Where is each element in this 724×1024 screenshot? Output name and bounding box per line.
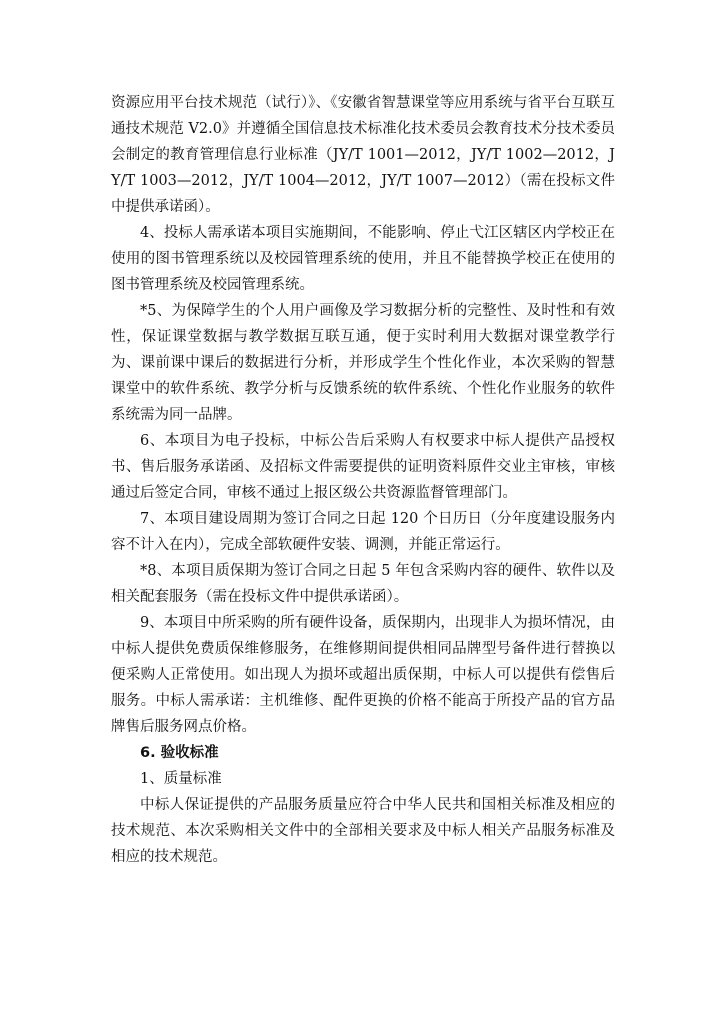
- document-body: [111, 90, 615, 870]
- section-heading-acceptance-standards: 6. 验收标准: [140, 745, 219, 761]
- paragraph-item-6: 6、本项目为电子投标，中标公告后采购人有权要求中标人提供产品授权书、售后服务承诺函、及招标文件需要提供的证明资料原件交业主审核，审核通过后签定合同，审核不通过上报区级公共资源监督管理部门。: [111, 433, 615, 501]
- subheading-quality-standards: 1、质量标准: [140, 771, 222, 787]
- paragraph-item-9: 9、本项目中所采购的所有硬件设备，质保期内，出现非人为损坏情况，由中标人提供免费质保维修服务，在维修期间提供相同品牌型号备件进行替换以便采购人正常使用。如出现人为损坏或超出质保期，中标人可以提供有偿售后服务。中标人需承诺：主机维修、配件更换的价格不能高于所投产品的官方品牌售后服务网点价格。: [111, 615, 615, 735]
- paragraph-item-5: *5、为保障学生的个人用户画像及学习数据分析的完整性、及时性和有效性，保证课堂数据与教学数据互联互通，便于实时利用大数据对课堂教学行为、课前课中课后的数据进行分析，并形成学生个性化作业，本次采购的智慧课堂中的软件系统、教学分析与反馈系统的软件系统、个性化作业服务的软件系统需为同一品牌。: [111, 303, 615, 423]
- paragraph-standards-continuation: 资源应用平台技术规范（试行）》、《安徽省智慧课堂等应用系统与省平台互联互通技术规范 V2.0》并遵循全国信息技术标准化技术委员会教育技术分技术委员会制定的教育管理信息行业标准（JY/T 1001—2012，JY/T 1002—2012，JY/T 1003—2012，JY/T 1004—2012，JY/T 1007—2012）（需在投标文件中提供承诺函）。: [111, 95, 615, 215]
- paragraph-item-7: 7、本项目建设周期为签订合同之日起 120 个日历日（分年度建设服务内容不计入在内），完成全部软硬件安装、调测，并能正常运行。: [111, 511, 615, 553]
- paragraph-item-8: *8、本项目质保期为签订合同之日起 5 年包含采购内容的硬件、软件以及相关配套服务（需在投标文件中提供承诺函）。: [111, 563, 615, 605]
- paragraph-quality-requirements: 中标人保证提供的产品服务质量应符合中华人民共和国相关标准及相应的技术规范、本次采购相关文件中的全部相关要求及中标人相关产品服务标准及相应的技术规范。: [111, 797, 615, 865]
- paragraph-item-4: 4、投标人需承诺本项目实施期间，不能影响、停止弋江区辖区内学校正在使用的图书管理系统以及校园管理系统的使用，并且不能替换学校正在使用的图书管理系统及校园管理系统。: [111, 225, 615, 293]
